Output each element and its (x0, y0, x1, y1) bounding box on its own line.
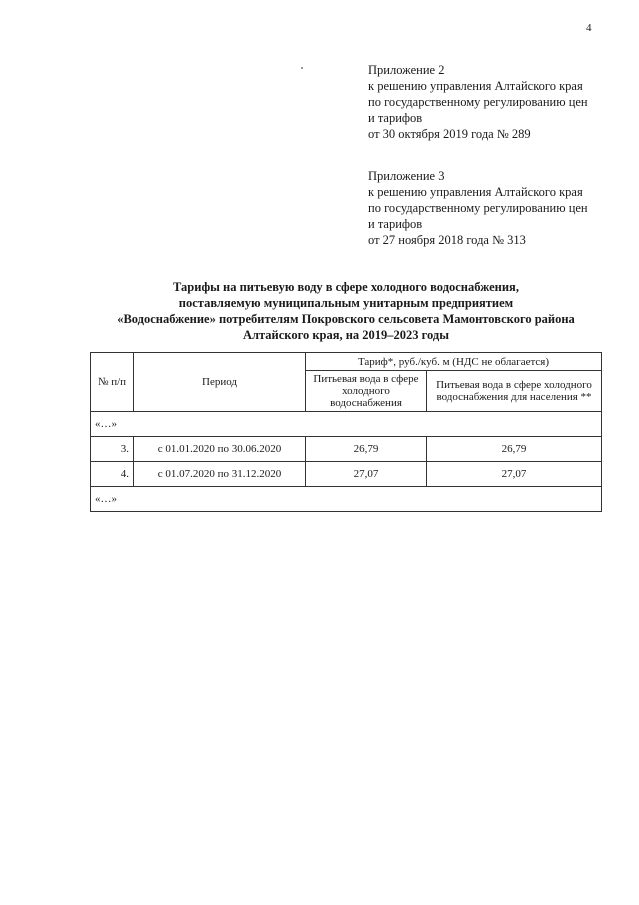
header-cold-water-population: Питьевая вода в сфере холодного водоснабжения для населения ** (427, 371, 602, 412)
header-tariff: Тариф*, руб./куб. м (НДС не облагается) (306, 353, 602, 371)
tariff-table (90, 352, 602, 512)
row-number: 4. (91, 462, 134, 487)
row-tariff-population: 27,07 (427, 462, 602, 487)
document-title (90, 279, 602, 343)
header-cold-water: Питьевая вода в сфере холодного водоснабжения (306, 371, 427, 412)
table-row (91, 412, 602, 437)
appendix-3-header (368, 168, 588, 248)
row-number: 3. (91, 437, 134, 462)
table-row (91, 437, 602, 462)
table-row (91, 487, 602, 512)
appendix-3-line: к решению управления Алтайского края (368, 185, 583, 199)
appendix-2-header (368, 62, 588, 142)
appendix-3-line: и тарифов (368, 217, 423, 231)
page-number: 4 (586, 22, 592, 34)
appendix-2-line: и тарифов (368, 111, 423, 125)
title-line: поставляемую муниципальным унитарным предприятием (178, 296, 514, 310)
appendix-2-line: к решению управления Алтайского края (368, 79, 583, 93)
row-period: с 01.01.2020 по 30.06.2020 (134, 437, 306, 462)
appendix-2-line: Приложение 2 (368, 63, 445, 77)
ellipsis-cell: «…» (91, 487, 602, 512)
row-tariff-general: 27,07 (306, 462, 427, 487)
row-tariff-population: 26,79 (427, 437, 602, 462)
appendix-3-line: от 27 ноября 2018 года № 313 (368, 233, 526, 247)
appendix-2-line: от 30 октября 2019 года № 289 (368, 127, 531, 141)
ellipsis-cell: «…» (91, 412, 602, 437)
title-line: Алтайского края, на 2019–2023 годы (242, 328, 450, 342)
table-header-row (91, 353, 602, 371)
title-line: Тарифы на питьевую воду в сфере холодного водоснабжения, (173, 280, 519, 294)
table-row (91, 462, 602, 487)
header-period: Период (134, 353, 306, 412)
row-period: с 01.07.2020 по 31.12.2020 (134, 462, 306, 487)
appendix-3-line: по государственному регулированию цен (368, 201, 588, 215)
scan-speck (301, 67, 303, 69)
header-number: № п/п (91, 353, 134, 412)
appendix-3-line: Приложение 3 (368, 169, 445, 183)
title-line: «Водоснабжение» потребителям Покровского сельсовета Мамонтовского района (117, 312, 575, 326)
row-tariff-general: 26,79 (306, 437, 427, 462)
appendix-2-line: по государственному регулированию цен (368, 95, 588, 109)
